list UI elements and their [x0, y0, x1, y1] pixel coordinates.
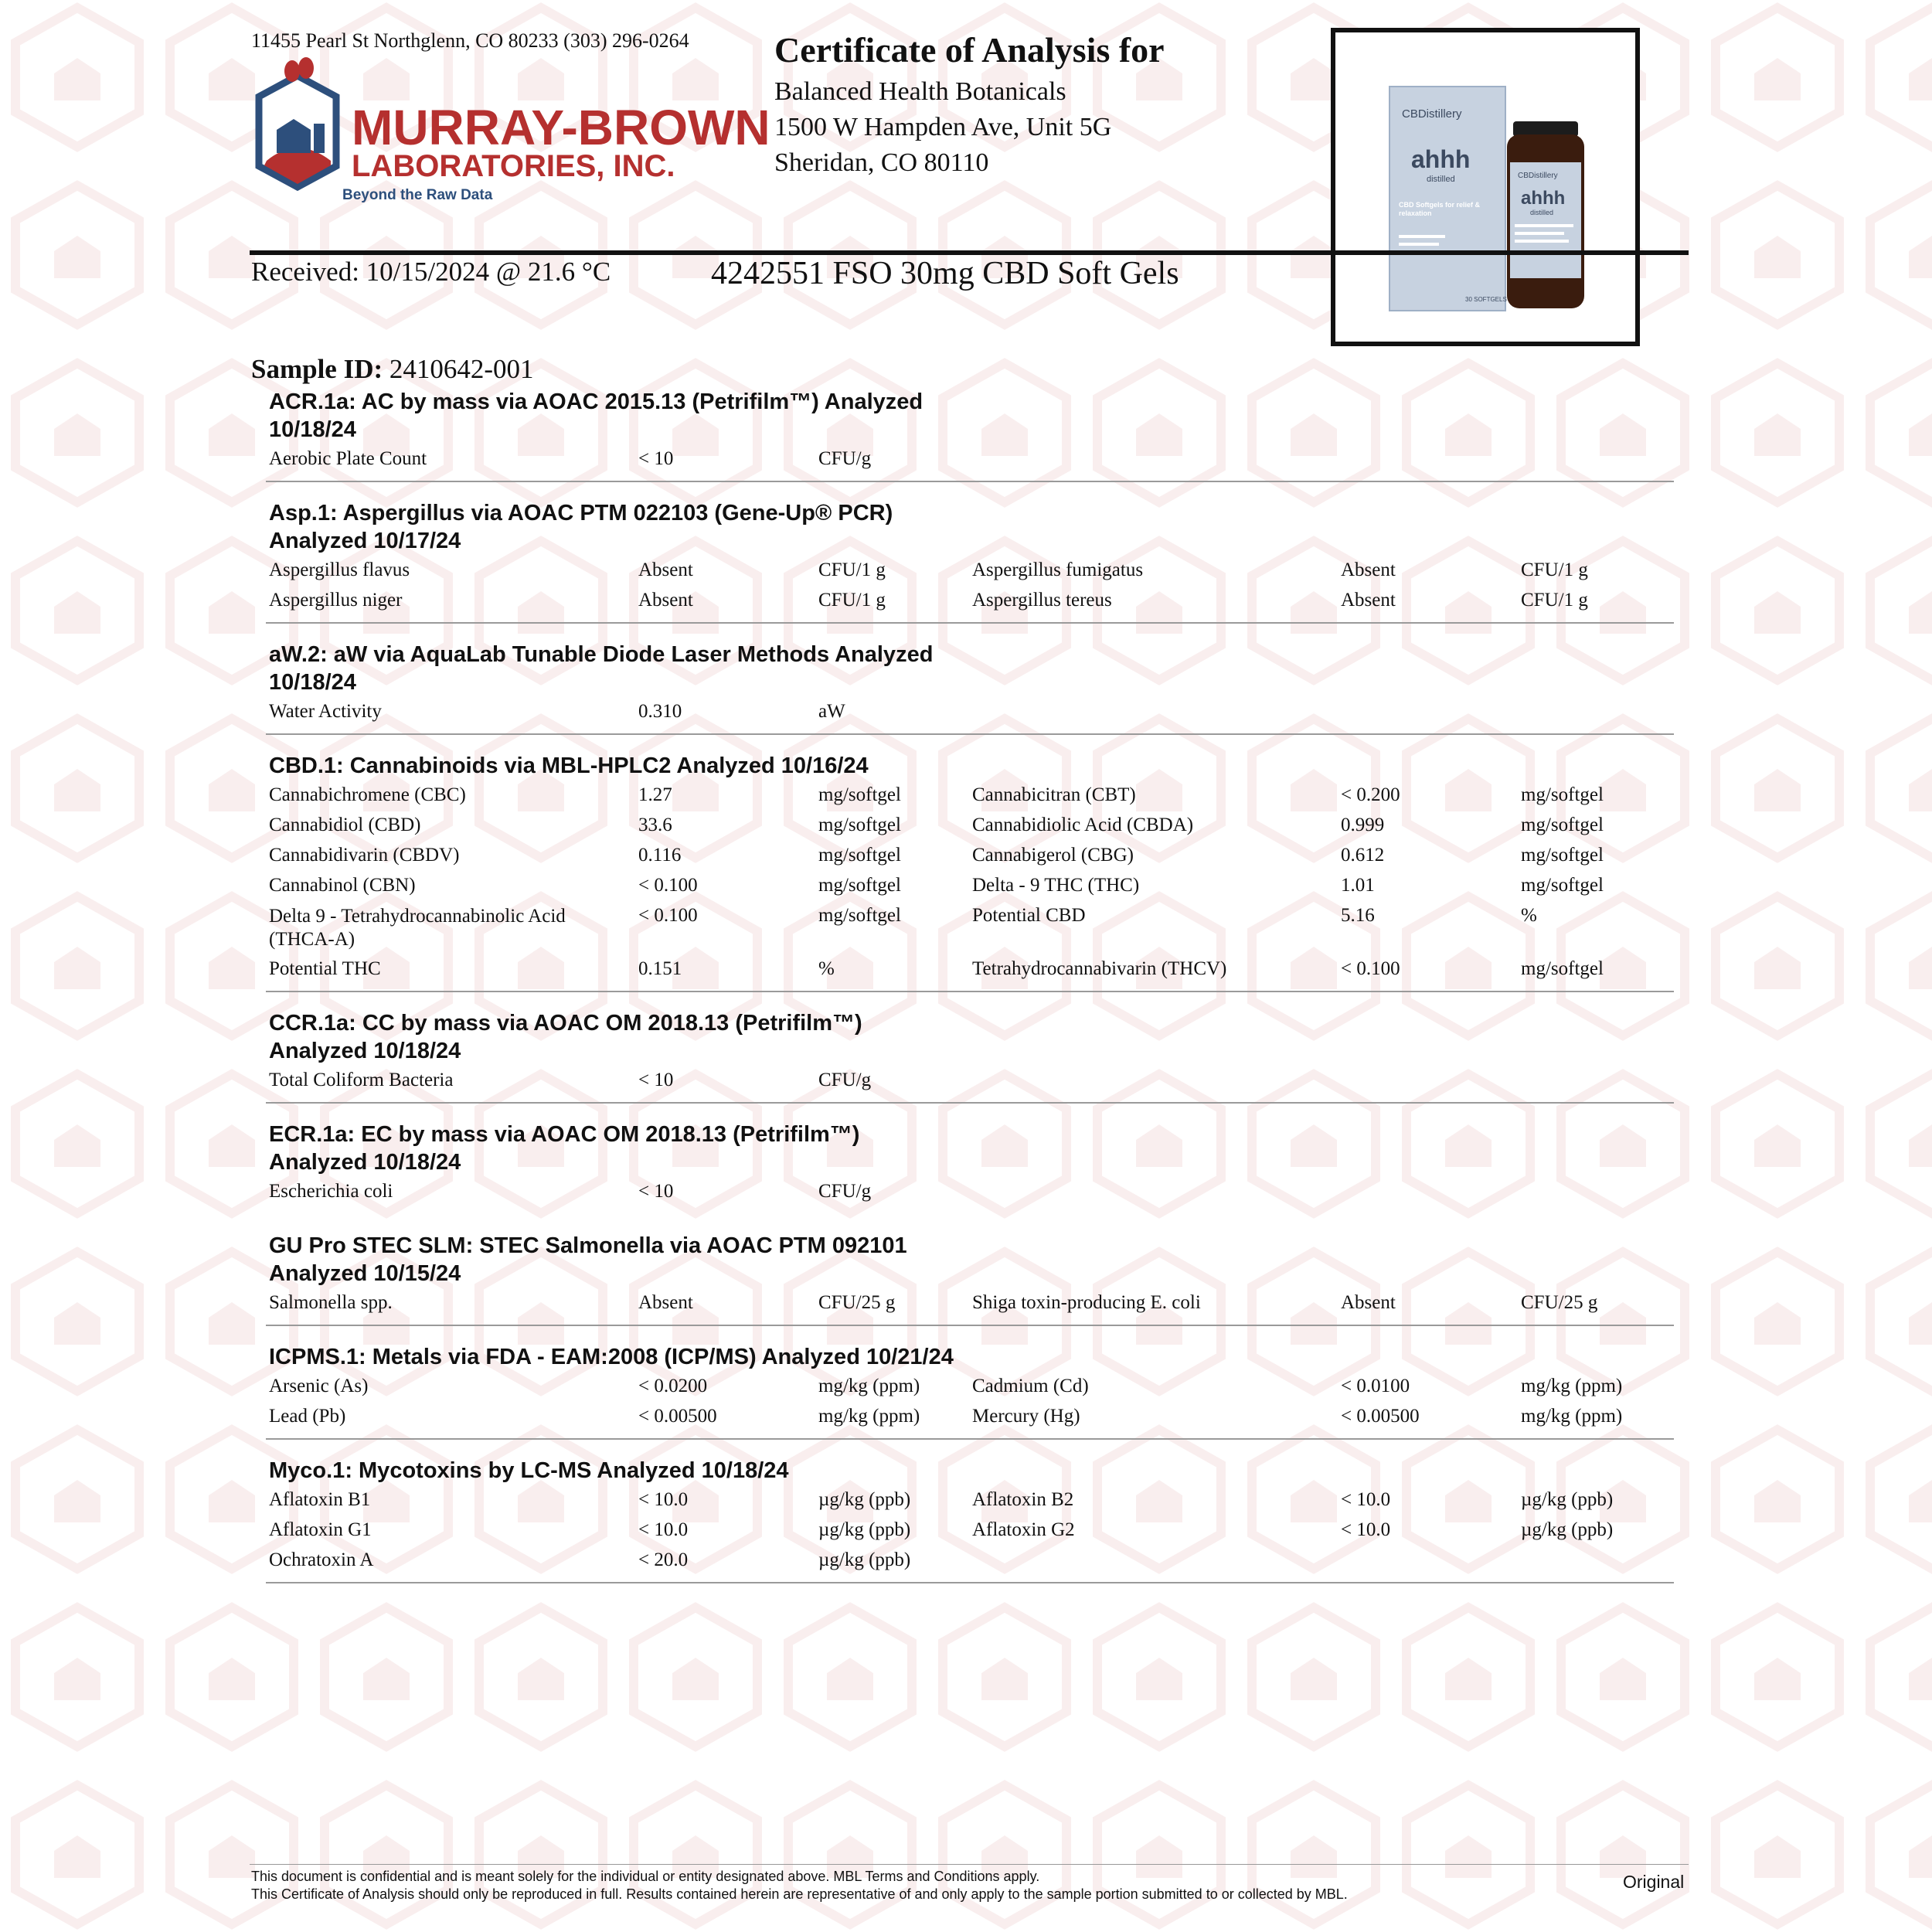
analyte-name: Salmonella spp. — [269, 1292, 393, 1313]
footer-reproduction: This Certificate of Analysis should only be reproduced in full. Results contained herein are representative of and only apply to the sample portion submitted to or collected by MBL. — [251, 1886, 1348, 1902]
result-row — [269, 1070, 1675, 1099]
analyte-unit: µg/kg (ppb) — [818, 1489, 911, 1510]
analyte-name: Aspergillus fumigatus — [972, 560, 1144, 580]
section-heading — [269, 1009, 1042, 1065]
lab-name-line1: MURRAY-BROWN — [352, 100, 770, 155]
analyte-result: < 0.200 — [1341, 784, 1400, 805]
analyte-result: < 0.00500 — [638, 1406, 717, 1427]
analyte-name: Mercury (Hg) — [972, 1406, 1080, 1427]
analyte-unit: µg/kg (ppb) — [818, 1549, 911, 1570]
section-divider — [266, 1325, 1674, 1326]
document-status: Original — [1623, 1872, 1685, 1892]
analyte-result: Absent — [1341, 1292, 1396, 1313]
section-heading-line1: Asp.1: Aspergillus via AOAC PTM 022103 (Gene-Up® PCR) — [269, 501, 893, 526]
received-info: Received: 10/15/2024 @ 21.6 °C — [251, 257, 611, 287]
analyte-unit: mg/softgel — [818, 875, 901, 896]
analyte-result: 0.151 — [638, 958, 682, 979]
analyte-unit: CFU/1 g — [818, 560, 886, 580]
analyte-result: 0.116 — [638, 845, 682, 866]
analyte-name: Aflatoxin B2 — [972, 1489, 1074, 1510]
analyte-unit: % — [1521, 905, 1537, 926]
section-heading-line1: aW.2: aW via AquaLab Tunable Diode Laser Methods Analyzed — [269, 642, 934, 667]
section-divider — [266, 1438, 1674, 1440]
section-heading — [269, 1232, 1042, 1287]
section-divider — [266, 481, 1674, 482]
analyte-name: Cannabicitran (CBT) — [972, 784, 1136, 805]
analyte-name: Lead (Pb) — [269, 1406, 346, 1427]
analyte-name: Potential CBD — [972, 905, 1086, 926]
analyte-unit: mg/kg (ppm) — [1521, 1406, 1623, 1427]
analyte-unit: mg/softgel — [1521, 875, 1604, 896]
section-heading-line1: ACR.1a: AC by mass via AOAC 2015.13 (Petrifilm™) Analyzed — [269, 389, 923, 414]
analyte-unit: µg/kg (ppb) — [1521, 1519, 1614, 1540]
section-heading-line1: ICPMS.1: Metals via FDA - EAM:2008 (ICP/MS) Analyzed 10/21/24 — [269, 1345, 954, 1369]
analyte-unit: aW — [818, 701, 845, 722]
analyte-name: Ochratoxin A — [269, 1549, 374, 1570]
section-heading-line1: Myco.1: Mycotoxins by LC-MS Analyzed 10/18/24 — [269, 1458, 789, 1483]
analyte-unit: CFU/1 g — [1521, 560, 1588, 580]
section-heading-line2: Analyzed 10/15/24 — [269, 1261, 461, 1286]
analyte-result: 5.16 — [1341, 905, 1375, 926]
section-heading — [269, 1121, 1042, 1176]
box-title: ahhh — [1411, 145, 1471, 173]
box-count: 30 SOFTGELS — [1465, 296, 1507, 303]
analyte-name: Water Activity — [269, 701, 382, 722]
analyte-unit: CFU/1 g — [1521, 590, 1588, 611]
analyte-name: Cannabichromene (CBC) — [269, 784, 466, 805]
result-row — [269, 560, 1675, 589]
analyte-result: < 10.0 — [1341, 1489, 1391, 1510]
analyte-name: Aflatoxin G1 — [269, 1519, 372, 1540]
section-heading-line1: GU Pro STEC SLM: STEC Salmonella via AOAC PTM 092101 — [269, 1233, 907, 1258]
analyte-name: Aflatoxin B1 — [269, 1489, 371, 1510]
analyte-unit: mg/softgel — [818, 815, 901, 835]
analyte-result: < 0.00500 — [1341, 1406, 1420, 1427]
result-row — [269, 1549, 1675, 1579]
result-row — [269, 815, 1675, 844]
result-row — [269, 784, 1675, 814]
section-heading-line2: 10/18/24 — [269, 417, 356, 442]
client-city: Sheridan, CO 80110 — [774, 148, 989, 177]
box-brand: CBDistillery — [1402, 107, 1462, 121]
section-heading — [269, 752, 1042, 780]
analyte-result: 33.6 — [638, 815, 672, 835]
bottle-sub: distilled — [1530, 209, 1554, 216]
analyte-unit: mg/softgel — [818, 905, 901, 926]
analyte-unit: mg/softgel — [818, 845, 901, 866]
section-heading-line2: 10/18/24 — [269, 670, 356, 695]
footer-rule — [250, 1864, 1689, 1865]
sample-id-value: 2410642-001 — [389, 354, 534, 384]
analyte-result: < 10.0 — [638, 1489, 689, 1510]
analyte-unit: mg/softgel — [1521, 958, 1604, 979]
section-heading — [269, 641, 1042, 696]
analyte-name: Cannabigerol (CBG) — [972, 845, 1134, 866]
analyte-result: Absent — [1341, 560, 1396, 580]
section-heading — [269, 388, 1042, 444]
analyte-result: 0.612 — [1341, 845, 1385, 866]
section-heading — [269, 1457, 1042, 1485]
analyte-name: Cannabidiol (CBD) — [269, 815, 421, 835]
result-row — [269, 958, 1675, 988]
section-divider — [266, 622, 1674, 624]
analyte-name: Tetrahydrocannabivarin (THCV) — [972, 958, 1227, 979]
analyte-name: Delta 9 - Tetrahydrocannabinolic Acid (THCA-A) — [269, 906, 566, 950]
analyte-result: Absent — [638, 590, 693, 611]
analyte-result: 0.999 — [1341, 815, 1385, 835]
analyte-result: < 10 — [638, 448, 674, 469]
analyte-unit: µg/kg (ppb) — [818, 1519, 911, 1540]
analyte-name: Cannabidivarin (CBDV) — [269, 845, 460, 866]
analyte-unit: CFU/25 g — [1521, 1292, 1598, 1313]
bottle-brand: CBDistillery — [1518, 172, 1558, 180]
section-heading-line1: CCR.1a: CC by mass via AOAC OM 2018.13 (Petrifilm™) — [269, 1011, 862, 1036]
lab-name-line2: LABORATORIES, INC. — [352, 149, 675, 183]
analyte-result: < 0.100 — [638, 875, 698, 896]
section-heading-line2: Analyzed 10/18/24 — [269, 1039, 461, 1063]
logo-icon — [247, 62, 770, 213]
analyte-unit: CFU/1 g — [818, 590, 886, 611]
analyte-name: Escherichia coli — [269, 1181, 393, 1202]
section-divider — [266, 733, 1674, 735]
analyte-unit: CFU/g — [818, 1181, 872, 1202]
analyte-name: Total Coliform Bacteria — [269, 1070, 454, 1090]
analyte-unit: CFU/25 g — [818, 1292, 896, 1313]
analyte-result: < 0.100 — [1341, 958, 1400, 979]
sample-id-label: Sample ID: — [251, 354, 383, 384]
section-divider — [266, 991, 1674, 992]
analyte-name: Shiga toxin-producing E. coli — [972, 1292, 1201, 1313]
section-heading-line1: CBD.1: Cannabinoids via MBL-HPLC2 Analyzed 10/16/24 — [269, 753, 869, 778]
sample-id — [251, 354, 534, 385]
analyte-name: Aspergillus flavus — [269, 560, 410, 580]
analyte-name: Arsenic (As) — [269, 1376, 369, 1396]
analyte-name: Cadmium (Cd) — [972, 1376, 1089, 1396]
analyte-name: Potential THC — [269, 958, 381, 979]
product-photo — [1331, 28, 1640, 346]
client-street: 1500 W Hampden Ave, Unit 5G — [774, 113, 1112, 141]
analyte-unit: CFU/g — [818, 448, 872, 469]
section-heading-line1: ECR.1a: EC by mass via AOAC OM 2018.13 (Petrifilm™) — [269, 1122, 860, 1147]
result-row — [269, 845, 1675, 874]
analyte-result: < 10.0 — [638, 1519, 689, 1540]
result-row — [269, 875, 1675, 904]
section-divider — [266, 1102, 1674, 1104]
analyte-result: < 0.0100 — [1341, 1376, 1410, 1396]
analyte-unit: mg/kg (ppm) — [818, 1406, 920, 1427]
analyte-result: < 10 — [638, 1181, 674, 1202]
analyte-name: Cannabidiolic Acid (CBDA) — [972, 815, 1194, 835]
analyte-unit: mg/softgel — [1521, 815, 1604, 835]
analyte-name: Aflatoxin G2 — [972, 1519, 1075, 1540]
lab-logo — [247, 62, 770, 213]
result-row — [269, 701, 1675, 730]
result-row — [269, 905, 1675, 954]
analyte-result: < 10.0 — [1341, 1519, 1391, 1540]
analyte-result: Absent — [1341, 590, 1396, 611]
section-heading-line2: Analyzed 10/17/24 — [269, 529, 461, 553]
analyte-name: Delta - 9 THC (THC) — [972, 875, 1140, 896]
analyte-unit: % — [818, 958, 835, 979]
footer-confidential: This document is confidential and is meant solely for the individual or entity designated above. MBL Terms and Conditions apply. — [251, 1869, 1040, 1884]
result-row — [269, 1292, 1675, 1321]
result-row — [269, 1406, 1675, 1435]
result-row — [269, 448, 1675, 478]
analyte-unit: µg/kg (ppb) — [1521, 1489, 1614, 1510]
result-row — [269, 1181, 1675, 1210]
lab-address: 11455 Pearl St Northglenn, CO 80233 (303) 296-0264 — [251, 29, 689, 52]
analyte-result: < 10 — [638, 1070, 674, 1090]
analyte-result: < 20.0 — [638, 1549, 689, 1570]
result-row — [269, 1376, 1675, 1405]
analyte-unit: mg/softgel — [1521, 845, 1604, 866]
analyte-result: Absent — [638, 1292, 693, 1313]
analyte-unit: mg/kg (ppm) — [1521, 1376, 1623, 1396]
analyte-name: Aspergillus tereus — [972, 590, 1112, 611]
analyte-name: Cannabinol (CBN) — [269, 875, 416, 896]
analyte-unit: mg/softgel — [818, 784, 901, 805]
result-row — [269, 590, 1675, 619]
section-heading — [269, 499, 1042, 555]
lab-tagline: Beyond the Raw Data — [342, 187, 493, 203]
result-row — [269, 1519, 1675, 1549]
analyte-result: 0.310 — [638, 701, 682, 722]
analyte-name: Aerobic Plate Count — [269, 448, 427, 469]
analyte-result: 1.27 — [638, 784, 672, 805]
analyte-result: Absent — [638, 560, 693, 580]
analyte-unit: mg/kg (ppm) — [818, 1376, 920, 1396]
analyte-unit: CFU/g — [818, 1070, 872, 1090]
analyte-unit: mg/softgel — [1521, 784, 1604, 805]
box-desc: CBD Softgels for relief & relaxation — [1399, 201, 1481, 217]
box-sub: distilled — [1427, 175, 1455, 184]
analyte-result: < 0.100 — [638, 905, 698, 926]
analyte-result: < 0.0200 — [638, 1376, 708, 1396]
product-name: 4242551 FSO 30mg CBD Soft Gels — [711, 256, 1179, 291]
bottle-title: ahhh — [1521, 188, 1566, 209]
section-heading-line2: Analyzed 10/18/24 — [269, 1150, 461, 1175]
analyte-result: 1.01 — [1341, 875, 1375, 896]
result-row — [269, 1489, 1675, 1519]
client-name: Balanced Health Botanicals — [774, 77, 1066, 106]
analyte-name: Aspergillus niger — [269, 590, 403, 611]
section-divider — [266, 1582, 1674, 1583]
section-heading — [269, 1343, 1042, 1371]
coa-title: Certificate of Analysis for — [774, 30, 1165, 70]
